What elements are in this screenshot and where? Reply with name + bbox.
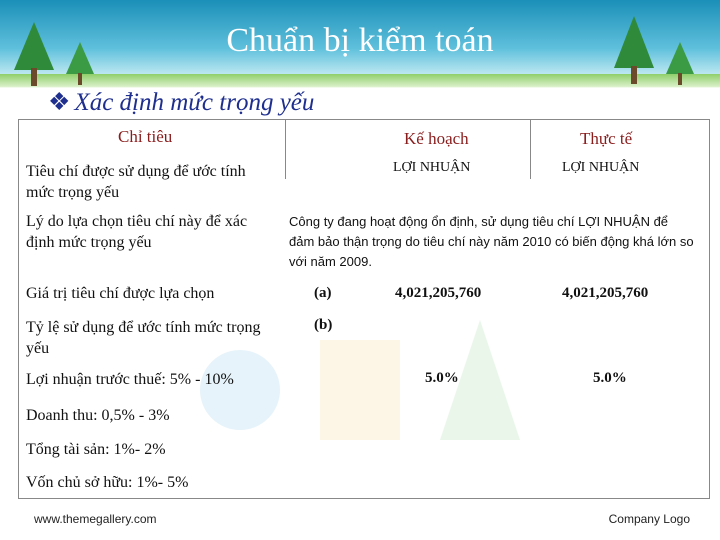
row-value-plan: 4,021,205,760 xyxy=(395,285,482,301)
row-value-label: Giá trị tiêu chí được lựa chọn xyxy=(26,285,215,302)
column-divider xyxy=(530,119,531,179)
row-reason-label: Lý do lựa chọn tiêu chí này để xác định mức trọng yếu xyxy=(26,213,248,251)
header-banner xyxy=(0,0,720,88)
row-value-actual: 4,021,205,760 xyxy=(562,285,649,301)
row-equity-label: Vốn chủ sở hữu: 1%- 5% xyxy=(26,474,189,491)
header-criteria: Chỉ tiêu xyxy=(118,127,173,146)
row-criteria-plan: LỢI NHUẬN xyxy=(393,160,471,175)
row-criteria-actual: LỢI NHUẬN xyxy=(562,160,640,175)
header-actual: Thực tế xyxy=(580,129,633,148)
row-rate-tag: (b) xyxy=(314,317,333,333)
footer-website: www.themegallery.com xyxy=(34,512,157,526)
slide-subtitle xyxy=(48,87,314,117)
row-pbt-plan: 5.0% xyxy=(425,370,459,386)
row-assets-label: Tổng tài sản: 1%- 2% xyxy=(26,441,166,458)
row-pbt-actual: 5.0% xyxy=(593,370,627,386)
row-revenue-label: Doanh thu: 0,5% - 3% xyxy=(26,407,170,424)
slide-title: Chuẩn bị kiểm toán xyxy=(226,22,494,59)
subtitle-text: Xác định mức trọng yếu xyxy=(74,89,315,116)
row-reason-text: Công ty đang hoạt động ổn định, sử dụng tiêu chí LỢI NHUẬN để đảm bảo thận trọng do tiêu chí này năm 2010 có biến động khá lớn so với năm 2009. xyxy=(289,214,694,269)
row-rate-label: Tỷ lệ sử dụng để ước tính mức trọng yếu xyxy=(26,319,261,357)
row-value-tag: (a) xyxy=(314,285,332,301)
diamond-bullet-icon: ❖ xyxy=(48,89,71,116)
column-divider xyxy=(285,119,286,179)
footer-company-logo: Company Logo xyxy=(608,512,690,526)
row-pbt-label: Lợi nhuận trước thuế: 5% - 10% xyxy=(26,371,234,388)
row-criteria-label: Tiêu chí được sử dụng để ước tính mức trọng yếu xyxy=(26,163,246,201)
header-plan: Kế hoạch xyxy=(404,129,469,148)
